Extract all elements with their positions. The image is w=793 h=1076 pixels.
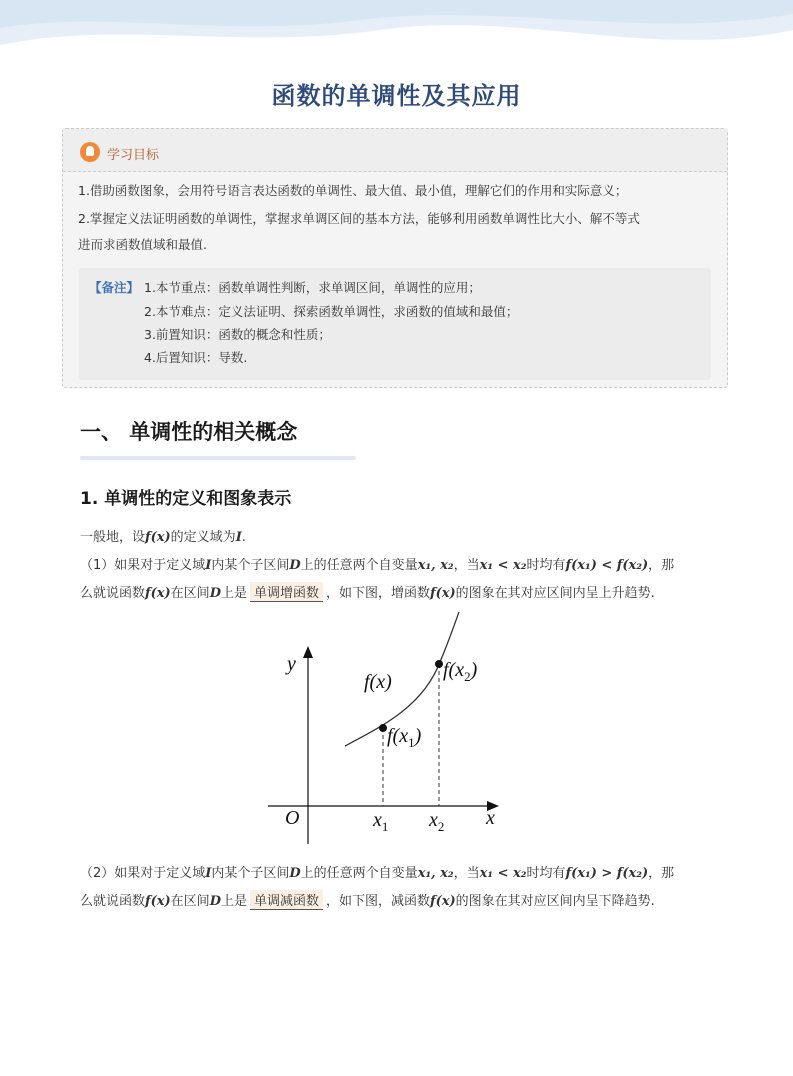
text: （1）如果对于定义域: [80, 558, 206, 573]
text: 时均有: [526, 558, 566, 573]
text: 上的任意两个自变量: [300, 558, 418, 573]
text: 时均有: [526, 866, 566, 881]
tick-label-x2: [428, 809, 444, 834]
curve-label: f(x): [364, 671, 392, 693]
tick-label-x1: [372, 809, 388, 834]
text: .: [241, 530, 246, 545]
math: x₁, x₂: [417, 866, 454, 881]
origin-label: O: [285, 807, 300, 829]
point-label-2-f: f(x: [443, 659, 465, 681]
point-x2: [435, 660, 443, 668]
y-axis-label: y: [287, 653, 296, 675]
math: I: [235, 530, 242, 545]
subsection-heading: 1. 单调性的定义和图象表示: [80, 489, 292, 509]
text: 么就说函数: [80, 894, 146, 909]
tick-label-x2-sub: 2: [437, 819, 445, 834]
text: 上是: [220, 894, 247, 909]
answer-blank-increasing: 单调增函数: [250, 582, 323, 602]
note-item: 2.本节难点：定义法证明、探索函数单调性，求函数的值域和最值；: [144, 304, 519, 319]
math: f(x): [145, 894, 171, 909]
text: 的图象在其对应区间内呈上升趋势.: [455, 586, 655, 601]
text: ，如下图，增函数: [326, 586, 431, 601]
point-label-1-f: f(x: [387, 725, 409, 747]
intro-paragraph: [80, 526, 246, 545]
text: ，那: [648, 558, 675, 573]
text: 的定义域为: [170, 530, 236, 545]
section-underline: [80, 456, 356, 460]
definition-decreasing-line2: [80, 890, 655, 910]
lightbulb-icon: [80, 142, 100, 162]
note-box: [79, 268, 711, 380]
text: 在区间: [170, 586, 210, 601]
text: 内某个子区间: [211, 866, 290, 881]
tick-label-x1-main: x: [373, 809, 382, 831]
note-item: 3.前置知识：函数的概念和性质；: [144, 327, 331, 342]
text: ，如下图，减函数: [326, 894, 431, 909]
answer-blank-decreasing: 单调减函数: [250, 890, 323, 910]
goal-item: 1.借助函数图象，会用符号语言表达函数的单调性、最大值、最小值，理解它们的作用和实际意义；: [78, 183, 628, 198]
definition-increasing-line1: [80, 554, 674, 573]
math: D: [209, 894, 221, 909]
definition-increasing-line2: [80, 582, 655, 602]
x-axis-label: x: [486, 807, 495, 829]
text: 在区间: [170, 894, 210, 909]
increasing-function-figure: [263, 608, 513, 848]
math: f(x₁) > f(x₂): [565, 866, 649, 881]
tick-label-x2-main: x: [429, 809, 438, 831]
point-label-1-sub: 1: [408, 735, 415, 750]
note-item: 4.后置知识：导数.: [144, 350, 248, 365]
point-x1: [379, 724, 387, 732]
math: x₁ < x₂: [479, 866, 527, 881]
learning-goals-title: 学习目标: [107, 148, 160, 163]
math: f(x): [145, 530, 171, 545]
tick-label-x1-sub: 1: [381, 819, 389, 834]
header-wave-decoration: [0, 0, 793, 60]
point-label-1-close: ): [414, 725, 422, 747]
text: 的图象在其对应区间内呈下降趋势.: [455, 894, 655, 909]
math: f(x₁) < f(x₂): [565, 558, 649, 573]
text: 上是: [220, 586, 247, 601]
section-heading: 一、 单调性的相关概念: [80, 420, 298, 444]
math: f(x): [430, 894, 456, 909]
text: 一般地，设: [80, 530, 146, 545]
goal-item: 2.掌握定义法证明函数的单调性，掌握求单调区间的基本方法，能够利用函数单调性比大小、解不等式: [78, 211, 640, 226]
math: D: [289, 866, 301, 881]
math: D: [289, 558, 301, 573]
math: x₁ < x₂: [479, 558, 527, 573]
point-label-2-close: ): [470, 659, 478, 681]
point-label-1: [387, 725, 422, 750]
definition-decreasing-line1: [80, 862, 674, 881]
text: 上的任意两个自变量: [300, 866, 418, 881]
goal-item: 进而求函数值域和最值.: [78, 237, 207, 252]
note-tag: 【备注】: [89, 280, 140, 295]
text: 内某个子区间: [211, 558, 290, 573]
text: ，当: [453, 866, 480, 881]
math: x₁, x₂: [417, 558, 454, 573]
text: ，那: [648, 866, 675, 881]
text: ，当: [453, 558, 480, 573]
learning-goals-box: [62, 128, 728, 388]
math: D: [209, 586, 221, 601]
point-label-2-sub: 2: [464, 669, 471, 684]
math: f(x): [430, 586, 456, 601]
document-title: 函数的单调性及其应用: [271, 82, 522, 110]
text: （2）如果对于定义域: [80, 866, 206, 881]
math: I: [205, 866, 212, 881]
point-label-2: [443, 659, 478, 684]
y-axis-arrow-icon: [303, 646, 313, 658]
text: 么就说函数: [80, 586, 146, 601]
math: f(x): [145, 586, 171, 601]
math: I: [205, 558, 212, 573]
learning-goals-header: [63, 129, 727, 172]
note-item: 1.本节重点：函数单调性判断，求单调区间，单调性的应用；: [144, 280, 481, 295]
